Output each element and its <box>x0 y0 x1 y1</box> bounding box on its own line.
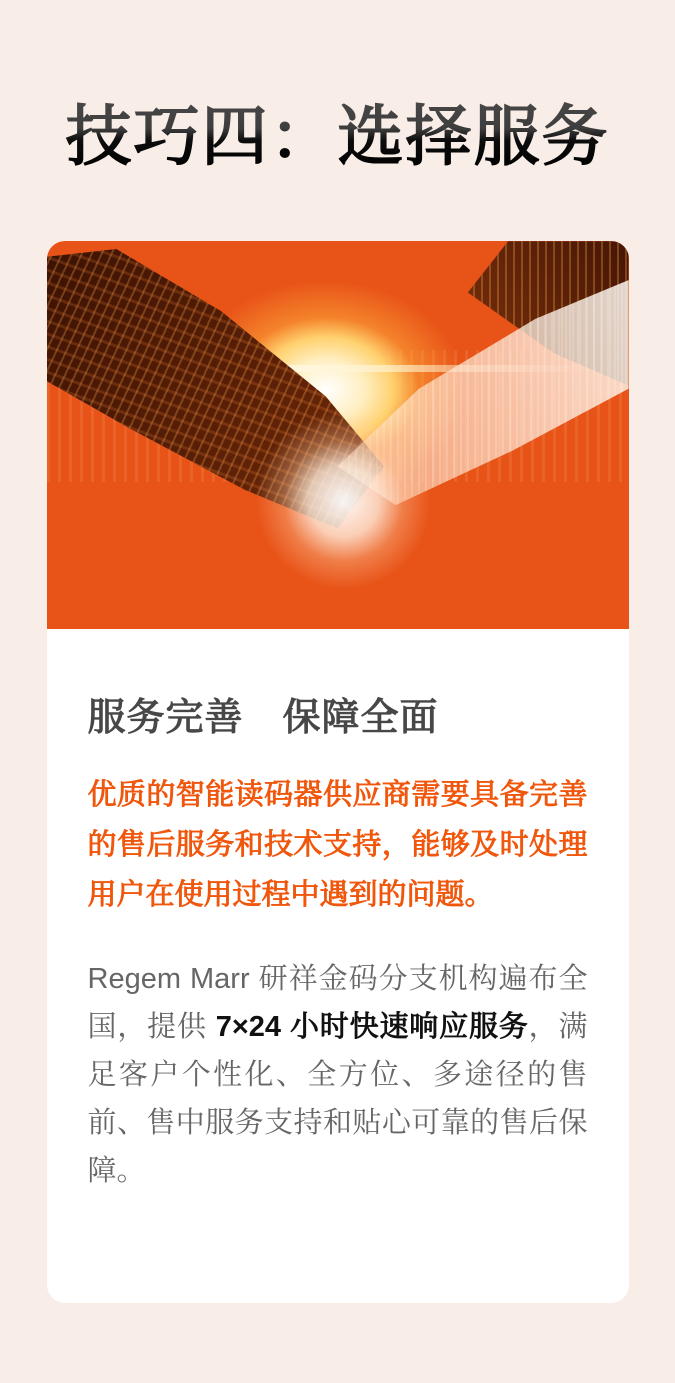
body-paragraph <box>88 955 588 1195</box>
body-paragraph-tail: ，满足客户个性化、全方位、多途径的售前、售中服务支持和贴心可靠的售后保障。 <box>87 1011 588 1188</box>
content-card <box>47 241 629 1303</box>
card-body <box>47 686 629 1195</box>
highlight-paragraph: 优质的智能读码器供应商需要具备完善的售后服务和技术支持，能够及时处理用户在使用过程中遇到的问题。 <box>87 779 588 912</box>
section-heading: 服务完善 保障全面 <box>87 697 439 740</box>
hero-image-handshake-cityscape <box>47 241 629 629</box>
body-paragraph-bold-highlight: 7×24 小时快速响应服务 <box>215 1011 529 1044</box>
page-title: 技巧四：选择服务 <box>0 102 675 171</box>
body-paragraph-lead: Regem Marr 研祥金码分支机构遍布全国，提供 <box>87 963 588 1044</box>
